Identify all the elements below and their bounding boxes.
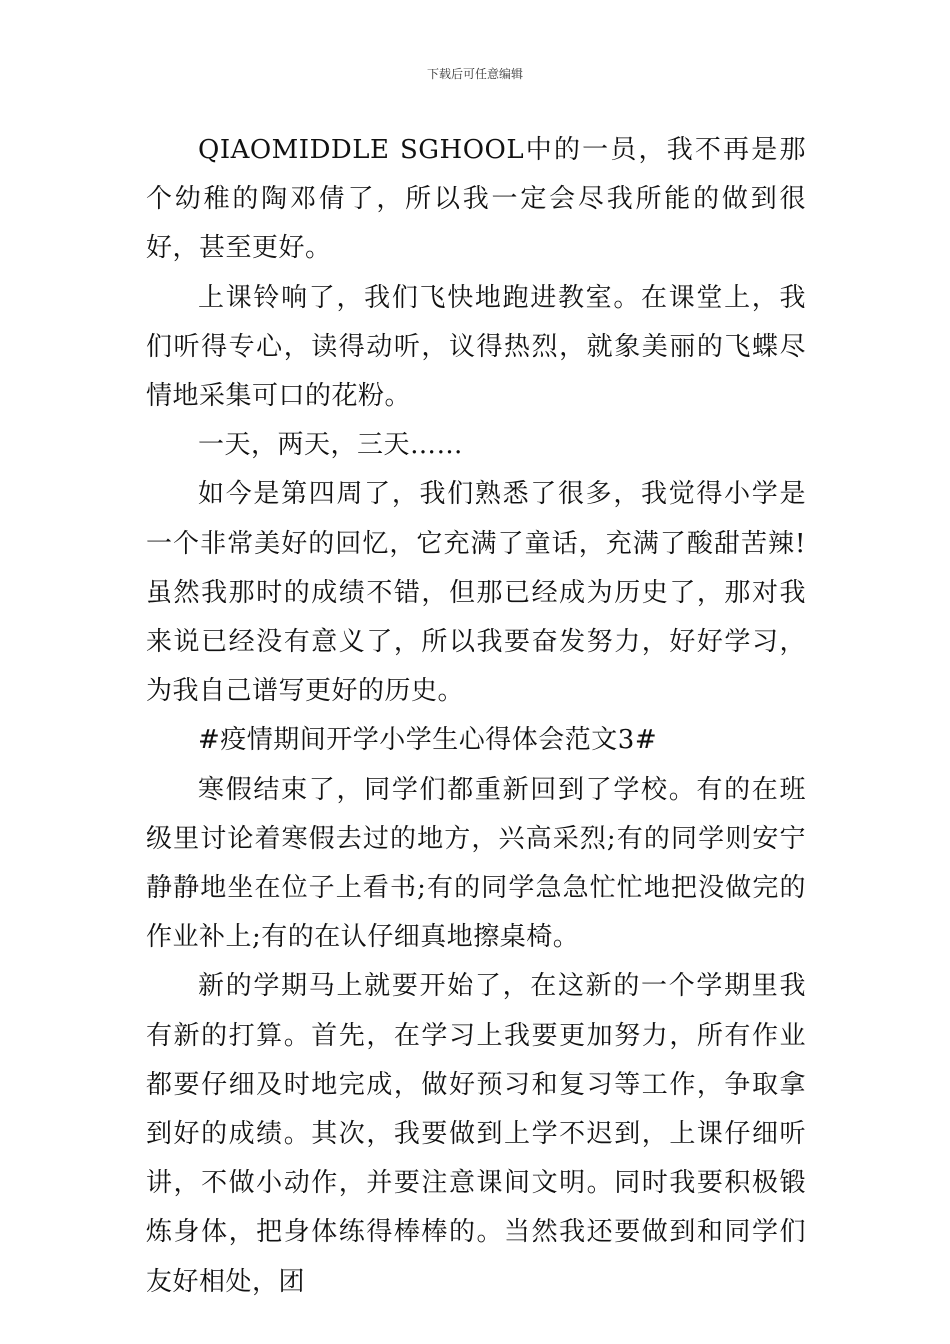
paragraph-1: QIAOMIDDLE SGHOOL中的一员，我不再是那个幼稚的陶邓倩了，所以我一定会尽我所能的做到很好，甚至更好。 — [146, 135, 806, 264]
document-body — [146, 126, 806, 1307]
paragraph-4: 如今是第四周了，我们熟悉了很多，我觉得小学是一个非常美好的回忆，它充满了童话，充满了酸甜苦辣!虽然我那时的成绩不错，但那已经成为历史了，那对我来说已经没有意义了，所以我要奋发努力，好好学习，为我自己谱写更好的历史。 — [146, 479, 806, 707]
paragraph-6: 新的学期马上就要开始了，在这新的一个学期里我有新的打算。首先，在学习上我要更加努力，所有作业都要仔细及时地完成，做好预习和复习等工作，争取拿到好的成绩。其次，我要做到上学不迟到，上课仔细听讲，不做小动作，并要注意课间文明。同时我要积极锻炼身体，把身体练得棒棒的。当然我还要做到和同学们友好相处，团 — [146, 971, 806, 1297]
paragraph-5: 寒假结束了，同学们都重新回到了学校。有的在班级里讨论着寒假去过的地方，兴高采烈;有的同学则安宁静静地坐在位子上看书;有的同学急急忙忙地把没做完的作业补上;有的在认仔细真地擦桌椅。 — [146, 774, 806, 953]
paragraph-2: 上课铃响了，我们飞快地跑进教室。在课堂上，我们听得专心，读得动听，议得热烈，就象美丽的飞蝶尽情地采集可口的花粉。 — [146, 282, 806, 412]
page-header: 下载后可任意编辑 — [426, 67, 523, 81]
paragraph-3: 一天，两天，三天…… — [198, 430, 464, 461]
section-heading: #疫情期间开学小学生心得体会范文3# — [198, 725, 658, 756]
